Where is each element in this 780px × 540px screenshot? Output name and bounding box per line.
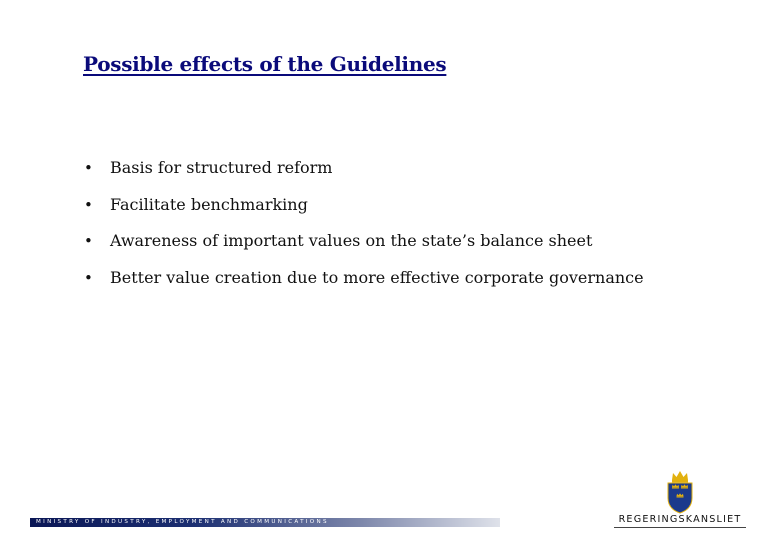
slide-title: Possible effects of the Guidelines <box>83 52 447 76</box>
bullet-text: Basis for structured reform <box>110 158 333 177</box>
logo-wordmark: REGERINGSKANSLIET <box>618 514 742 525</box>
bullet-dot: • <box>84 269 93 288</box>
bullet-dot: • <box>84 159 93 177</box>
bullet-dot: • <box>84 195 93 214</box>
bullet-text: Better value creation due to more effective corporate governance <box>110 268 644 288</box>
bullet-list <box>84 158 644 305</box>
regeringskansliet-logo <box>606 470 754 532</box>
bullet-item <box>84 231 644 268</box>
bullet-item <box>84 158 644 195</box>
logo-underline <box>614 527 746 528</box>
bullet-text: Awareness of important values on the state’s balance sheet <box>110 231 593 251</box>
bullet-item <box>84 195 644 232</box>
ministry-name: MINISTRY OF INDUSTRY, EMPLOYMENT AND COMMUNICATIONS <box>36 519 329 525</box>
bullet-dot: • <box>84 232 93 251</box>
bullet-text: Facilitate benchmarking <box>110 194 308 214</box>
three-crowns-crest-icon <box>663 470 697 514</box>
bullet-item <box>84 268 644 305</box>
